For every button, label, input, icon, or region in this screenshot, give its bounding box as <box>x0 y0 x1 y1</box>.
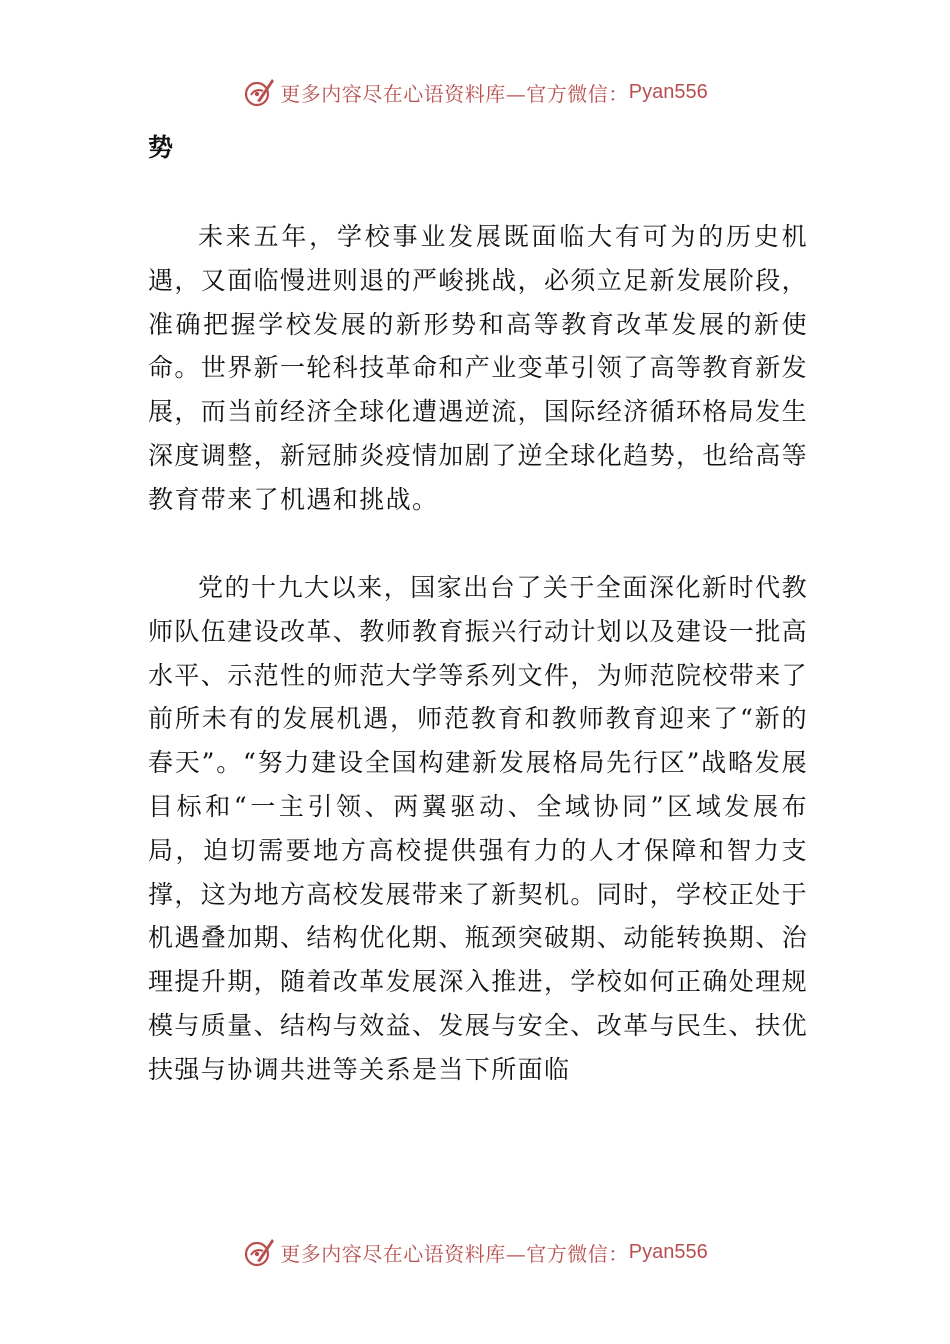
header-watermark <box>0 72 950 112</box>
quill-pen-seal-icon <box>242 1235 276 1269</box>
body-paragraph: 未来五年，学校事业发展既面临大有可为的历史机遇，又面临慢进则退的严峻挑战，必须立足新发展阶段，准确把握学校发展的新形势和高等教育改革发展的新使命。世界新一轮科技革命和产业变革引领了高等教育新发展，而当前经济全球化遭遇逆流，国际经济循环格局发生深度调整，新冠肺炎疫情加剧了逆全球化趋势，也给高等教育带来了机遇和挑战。 <box>148 222 809 514</box>
section-heading: 势 <box>148 133 174 162</box>
footer-watermark <box>0 1232 950 1272</box>
watermark-text: 更多内容尽在心语资料库—官方微信： <box>280 1241 629 1266</box>
watermark-text: 更多内容尽在心语资料库—官方微信： <box>280 81 629 106</box>
watermark-wechat-id: Pyan556 <box>628 1240 708 1263</box>
watermark-wechat-id: Pyan556 <box>628 80 708 103</box>
body-paragraph: 党的十九大以来，国家出台了关于全面深化新时代教师队伍建设改革、教师教育振兴行动计划以及建设一批高水平、示范性的师范大学等系列文件，为师范院校带来了前所未有的发展机遇，师范教育和教师教育迎来了“新的春天”。“努力建设全国构建新发展格局先行区”战略发展目标和“一主引领、两翼驱动、全域协同”区域发展布局，迫切需要地方高校提供强有力的人才保障和智力支撑，这为地方高校发展带来了新契机。同时，学校正处于机遇叠加期、结构优化期、瓶颈突破期、动能转换期、治理提升期，随着改革发展深入推进，学校如何正确处理规模与质量、结构与效益、发展与安全、改革与民生、扶优扶强与协调共进等关系是当下所面临 <box>148 573 809 1084</box>
quill-pen-seal-icon <box>242 75 276 109</box>
